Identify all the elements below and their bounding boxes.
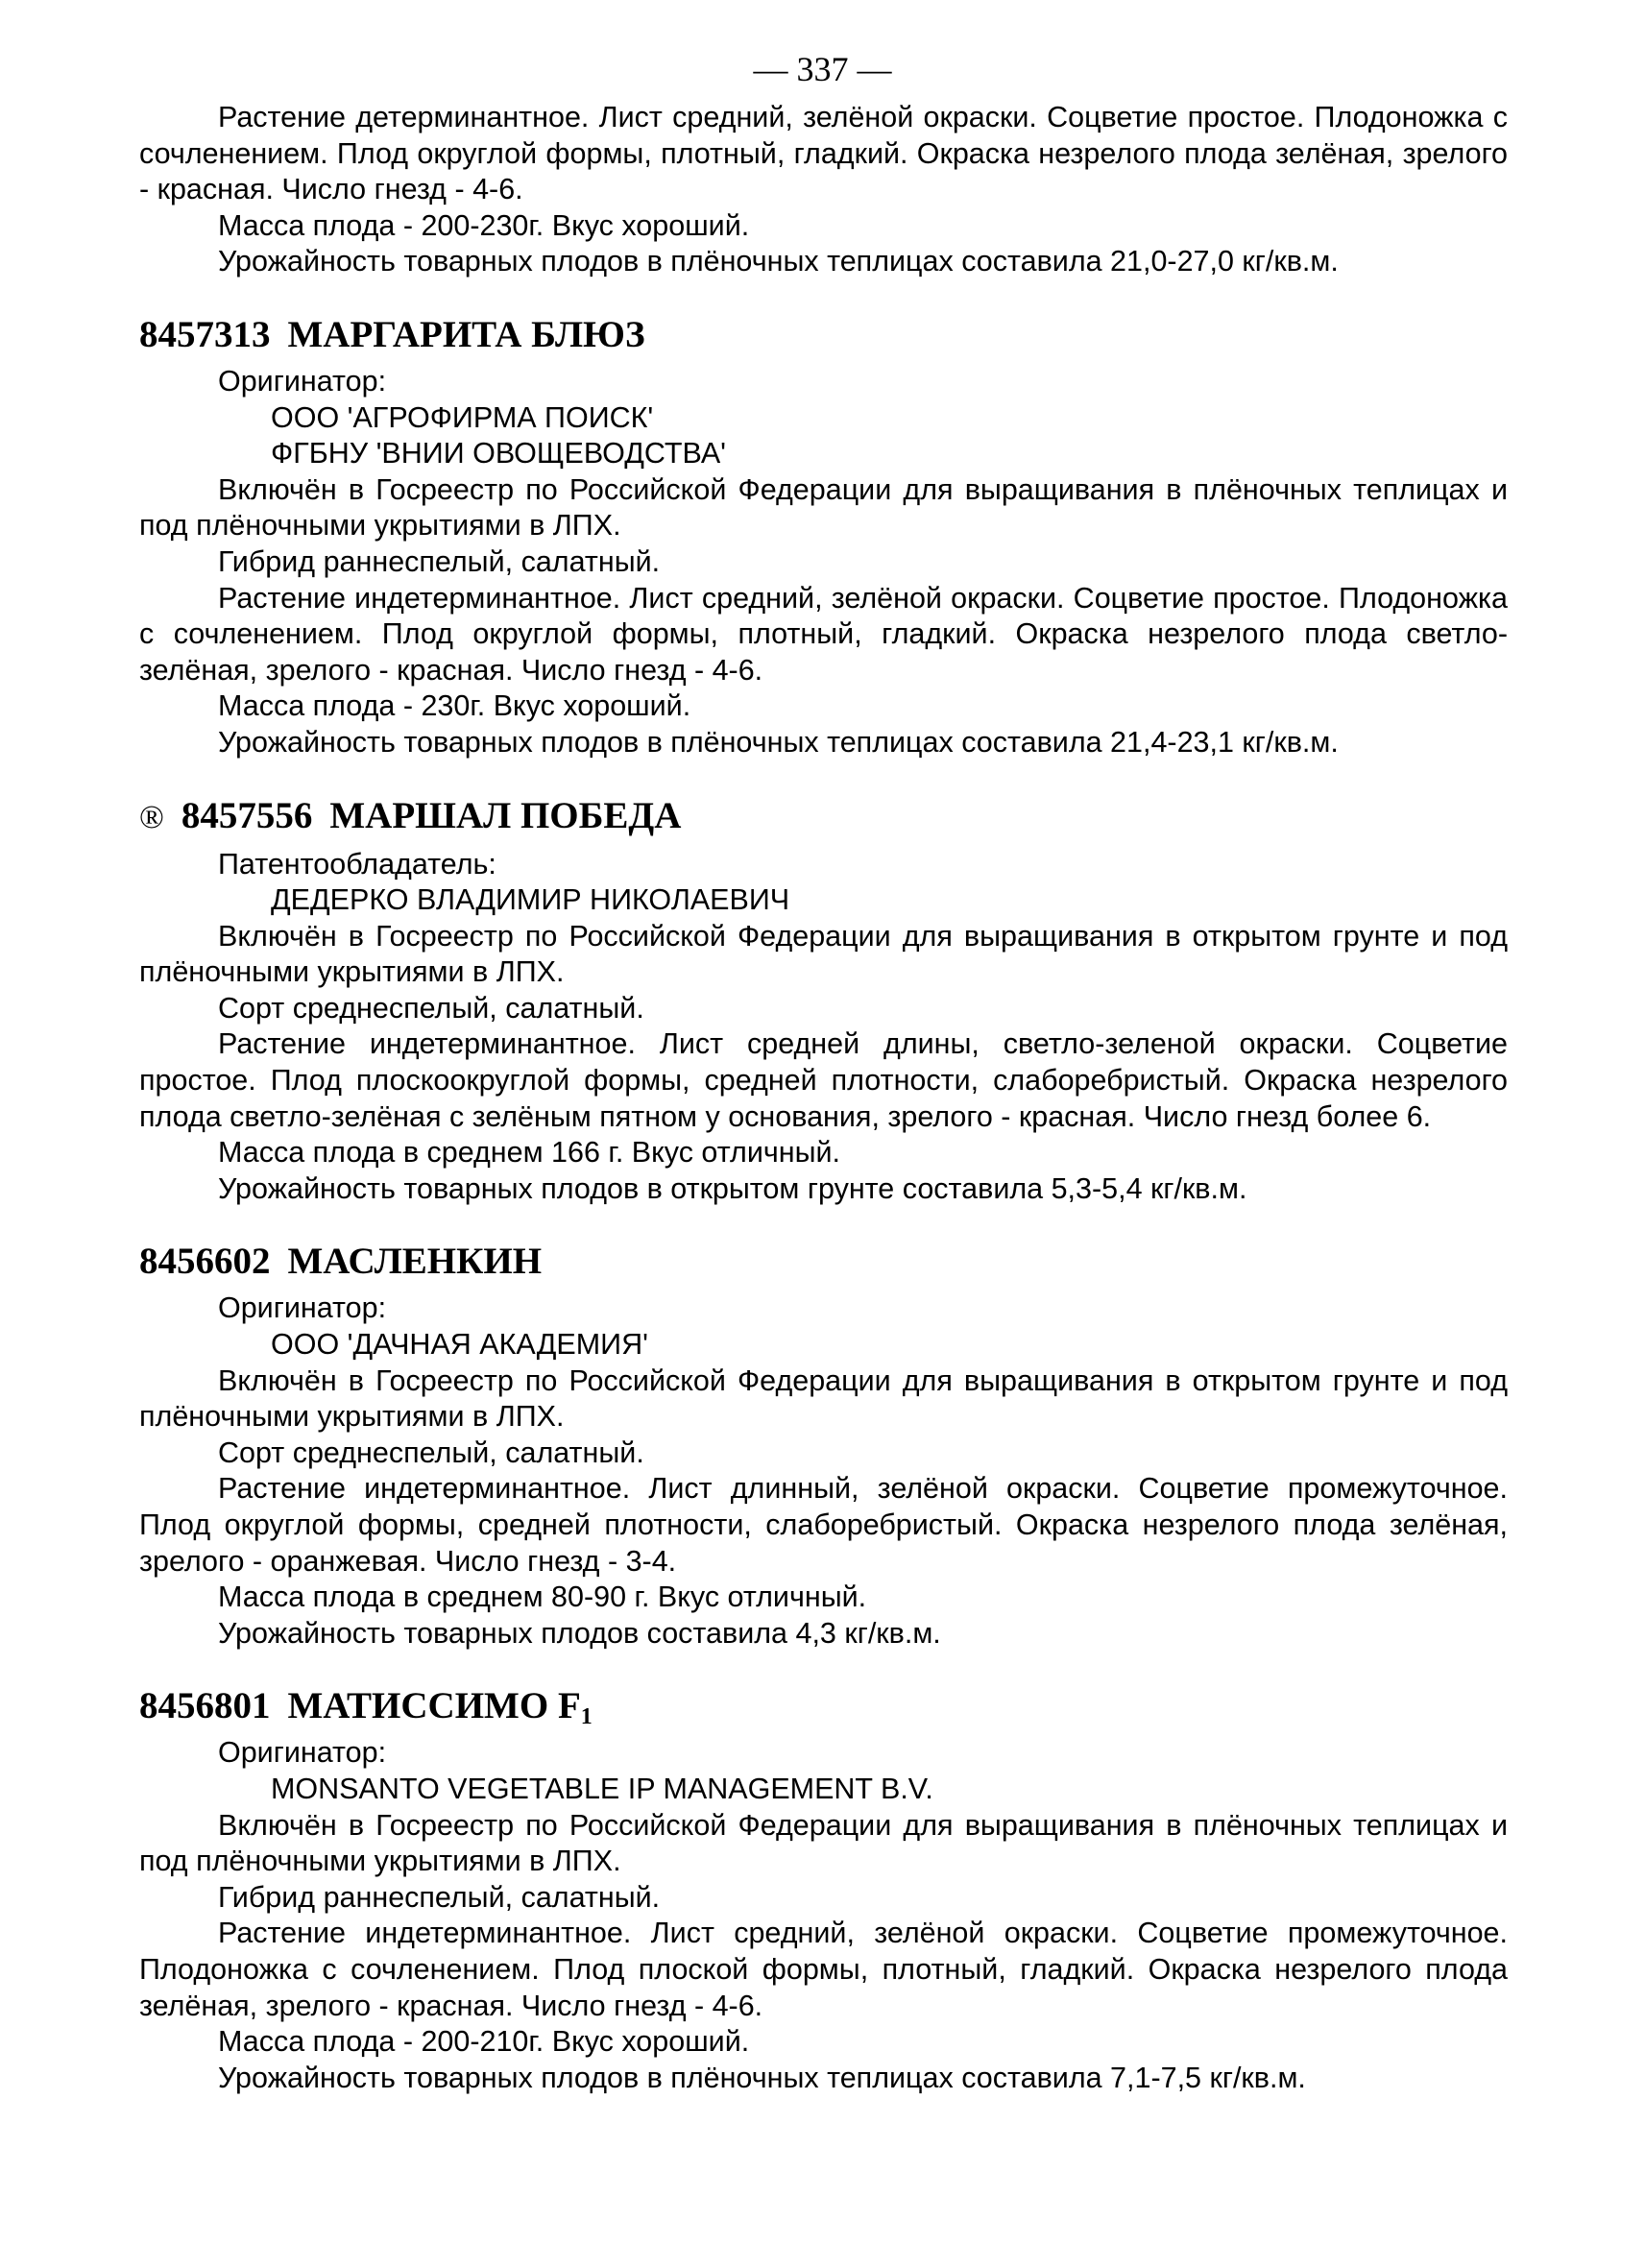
entry-title: МАСЛЕНКИН [287, 1241, 543, 1283]
entry-heading [139, 1240, 1508, 1284]
role-label: Патентообладатель: [218, 847, 496, 881]
entry-heading [139, 794, 1508, 840]
description-paragraph: Растение индетерминантное. Лист средний, зелёной окраски. Соцветие простое. Плодоножка с сочленением. Плод округлой формы, плотный, гладкий. Окраска незрелого плода светло-зелёная, зрелого - красная. Число гнезд - 4-6. [139, 581, 1508, 687]
organization: ДЕДЕРКО ВЛАДИМИР НИКОЛАЕВИЧ [271, 883, 790, 917]
mass-paragraph: Масса плода - 200-210г. Вкус хороший. [218, 2025, 750, 2059]
entry-heading [139, 1684, 1508, 1728]
mass-paragraph: Масса плода в среднем 166 г. Вкус отличный. [218, 1136, 841, 1170]
description-paragraph: Растение индетерминантное. Лист средней длины, светло-зеленой окраски. Соцветие простое. Плод плоскоокруглой формы, средней плотности, слаборебристый. Окраска незрелого плода светло-зелёная с зелёным пятном у основания, зрелого - красная. Число гнезд более 6. [139, 1027, 1508, 1133]
mass-paragraph: Масса плода в среднем 80-90 г. Вкус отличный. [218, 1580, 867, 1614]
entry-code: 8456801 [139, 1685, 271, 1727]
yield-paragraph: Урожайность товарных плодов в плёночных теплицах составила 21,4-23,1 кг/кв.м. [218, 725, 1339, 759]
yield-paragraph: Урожайность товарных плодов в плёночных теплицах составила 7,1-7,5 кг/кв.м. [218, 2061, 1306, 2094]
yield-paragraph: Урожайность товарных плодов в плёночных теплицах составила 21,0-27,0 кг/кв.м. [218, 245, 1339, 278]
entry-code: 8457556 [181, 794, 313, 836]
intro-continuation [139, 100, 1508, 280]
organization: ООО 'АГРОФИРМА ПОИСК' [271, 400, 654, 434]
entry-code: 8456602 [139, 1241, 271, 1283]
organization: MONSANTO VEGETABLE IP MANAGEMENT B.V. [271, 1772, 933, 1805]
inclusion-paragraph: Включён в Госреестр по Российской Федерации для выращивания в открытом грунте и под плёночными укрытиями в ЛПХ. [139, 919, 1508, 989]
role-label: Оригинатор: [218, 1291, 387, 1325]
role-label: Оригинатор: [218, 1736, 387, 1770]
entry-code: 8457313 [139, 313, 271, 355]
mass-paragraph: Масса плода - 230г. Вкус хороший. [218, 689, 691, 723]
description-paragraph: Растение индетерминантное. Лист средний, зелёной окраски. Соцветие промежуточное. Плодоножка с сочленением. Плод плоской формы, плотный, гладкий. Окраска незрелого плода зелёная, зрелого - красная. Число гнезд - 4-6. [139, 1917, 1508, 2022]
type-paragraph: Гибрид раннеспелый, салатный. [218, 544, 661, 578]
description-paragraph: Растение детерминантное. Лист средний, зелёной окраски. Соцветие простое. Плодоножка с сочленением. Плод округлой формы, плотный, гладкий. Окраска незрелого плода зелёная, зрелого - красная. Число гнезд - 4-6. [139, 101, 1508, 206]
description-paragraph: Растение индетерминантное. Лист длинный, зелёной окраски. Соцветие промежуточное. Плод округлой формы, средней плотности, слаборебристый. Окраска незрелого плода зелёная, зрелого - оранжевая. Число гнезд - 3-4. [139, 1472, 1508, 1578]
registered-mark: ® [139, 799, 164, 835]
variety-entry [139, 1684, 1508, 2096]
type-paragraph: Гибрид раннеспелый, салатный. [218, 1880, 661, 1914]
variety-entry [139, 313, 1508, 761]
variety-entry [139, 1240, 1508, 1652]
yield-paragraph: Урожайность товарных плодов в открытом грунте составила 5,3-5,4 кг/кв.м. [218, 1171, 1247, 1205]
type-paragraph: Сорт среднеспелый, салатный. [218, 991, 644, 1025]
inclusion-paragraph: Включён в Госреестр по Российской Федерации для выращивания в открытом грунте и под плёночными укрытиями в ЛПХ. [139, 1363, 1508, 1434]
mass-paragraph: Масса плода - 200-230г. Вкус хороший. [218, 208, 750, 242]
entry-heading [139, 313, 1508, 357]
inclusion-paragraph: Включён в Госреестр по Российской Федерации для выращивания в плёночных теплицах и под плёночными укрытиями в ЛПХ. [139, 1808, 1508, 1878]
role-label: Оригинатор: [218, 364, 387, 398]
page-number: — 337 — [753, 50, 892, 88]
page-content [139, 100, 1508, 2096]
yield-paragraph: Урожайность товарных плодов составила 4,3 кг/кв.м. [218, 1616, 941, 1650]
organization: ФГБНУ 'ВНИИ ОВОЩЕВОДСТВА' [271, 437, 727, 470]
type-paragraph: Сорт среднеспелый, салатный. [218, 1436, 644, 1469]
entry-title: МАТИССИМО F [287, 1685, 581, 1727]
entry-title: МАРГАРИТА БЛЮЗ [287, 313, 645, 355]
entry-title-subscript: 1 [580, 1704, 593, 1730]
organization: ООО 'ДАЧНАЯ АКАДЕМИЯ' [271, 1328, 648, 1362]
variety-entry [139, 794, 1508, 1208]
inclusion-paragraph: Включён в Госреестр по Российской Федерации для выращивания в плёночных теплицах и под плёночными укрытиями в ЛПХ. [139, 472, 1508, 543]
entry-title: МАРШАЛ ПОБЕДА [329, 794, 682, 836]
